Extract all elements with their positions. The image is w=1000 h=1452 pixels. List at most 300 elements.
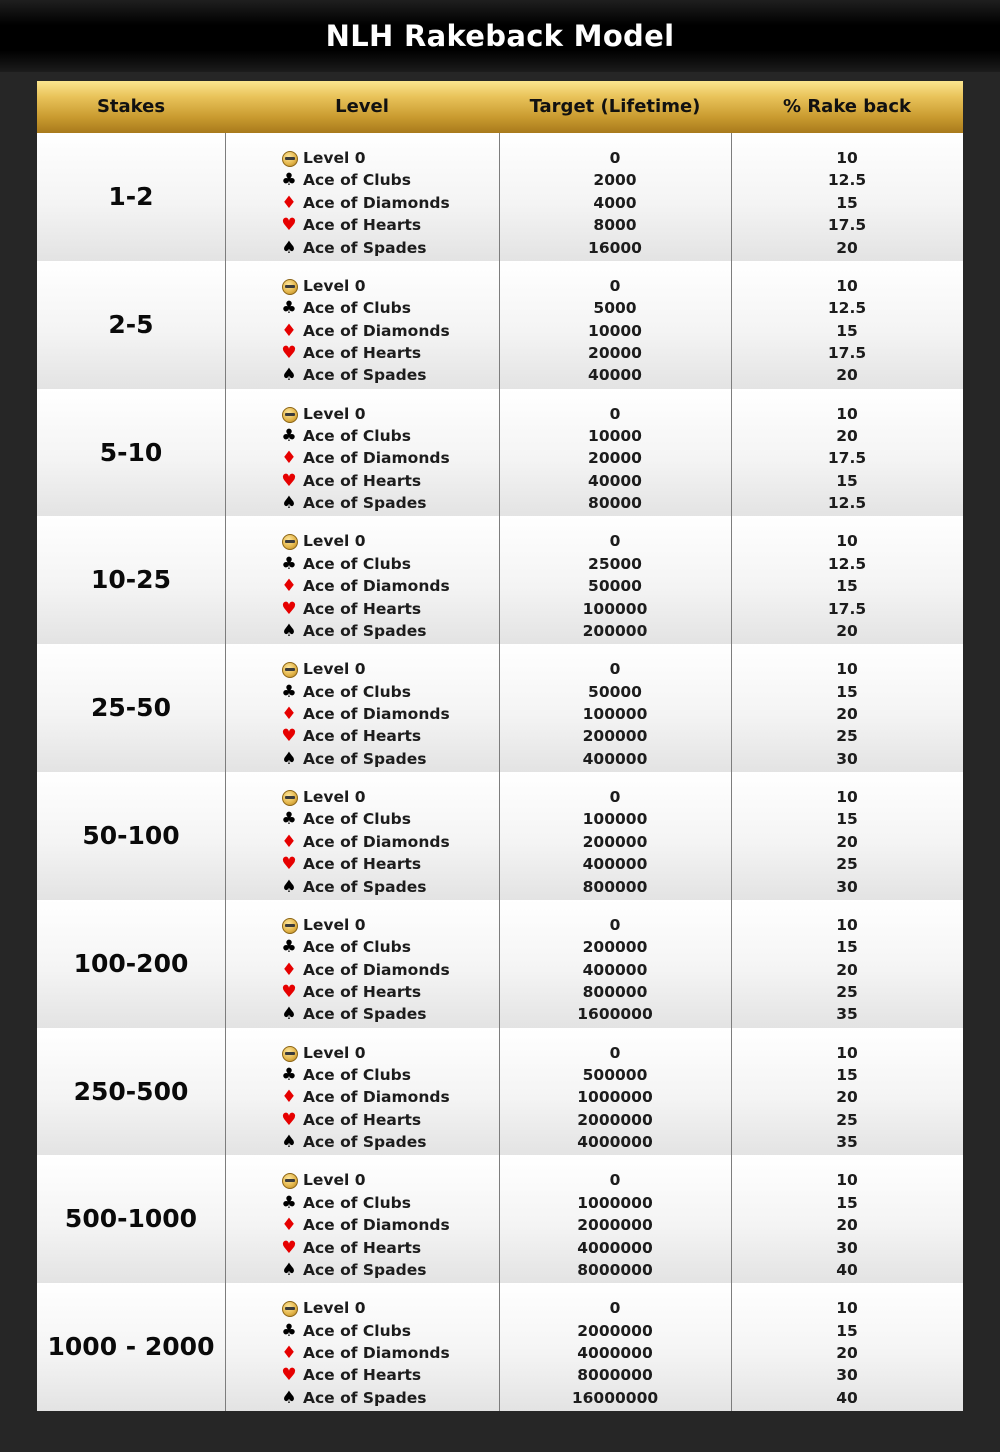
level-item — [280, 748, 499, 770]
rake-list — [731, 530, 963, 642]
level-label: Ace of Spades — [303, 877, 427, 896]
level-item — [280, 1297, 499, 1319]
rake-value: 15 — [836, 682, 858, 701]
rake-value: 20 — [836, 366, 858, 385]
target-value: 200000 — [582, 938, 648, 957]
rake-value: 10 — [836, 149, 858, 167]
level-item — [280, 959, 499, 981]
level-label: Ace of Spades — [303, 1260, 427, 1279]
level-item — [280, 703, 499, 725]
header-target: Target (Lifetime) — [529, 96, 701, 117]
level-item — [280, 725, 499, 747]
target-value: 2000000 — [577, 1110, 653, 1129]
target-value: 20000 — [588, 343, 642, 362]
rake-value: 20 — [836, 621, 858, 640]
rake-value: 10 — [836, 1299, 858, 1318]
heart-icon: ♥ — [281, 342, 297, 363]
club-icon: ♣ — [281, 937, 297, 958]
target-value: 40000 — [588, 366, 642, 385]
table-row — [37, 1155, 963, 1283]
level-label: Ace of Clubs — [303, 682, 411, 701]
rake-value: 40 — [836, 1388, 858, 1407]
diamond-icon: ♦ — [281, 192, 297, 213]
table-row — [37, 389, 963, 517]
target-list — [499, 658, 731, 770]
target-value: 400000 — [582, 855, 648, 874]
rake-value: 17.5 — [827, 216, 867, 235]
target-value: 400000 — [582, 749, 648, 768]
rake-list — [731, 1297, 963, 1409]
spade-icon: ♠ — [281, 1132, 297, 1153]
rake-list — [731, 786, 963, 898]
stakes-cell: 10-25 — [91, 565, 171, 595]
level-list — [280, 658, 499, 770]
level-list — [280, 1169, 499, 1281]
rake-value: 15 — [836, 1193, 858, 1212]
header-stakes: Stakes — [96, 96, 166, 117]
rake-value: 12.5 — [827, 299, 867, 318]
heart-icon: ♥ — [281, 598, 297, 619]
rake-list — [731, 1042, 963, 1154]
target-value: 100000 — [582, 810, 648, 829]
target-value: 200000 — [582, 727, 648, 746]
target-list — [499, 1042, 731, 1154]
level-label: Level 0 — [303, 915, 366, 934]
level-item — [280, 447, 499, 469]
rake-value: 10 — [836, 660, 858, 679]
level-label: Ace of Spades — [303, 366, 427, 385]
rake-value: 17.5 — [827, 343, 867, 362]
level-label: Ace of Clubs — [303, 1065, 411, 1084]
rake-value: 30 — [836, 877, 858, 896]
heart-icon: ♥ — [281, 981, 297, 1002]
level-item — [280, 1259, 499, 1281]
diamond-icon: ♦ — [281, 576, 297, 597]
table-row — [37, 644, 963, 772]
target-value: 8000 — [593, 216, 637, 235]
rake-value: 25 — [836, 855, 858, 874]
level-label: Ace of Hearts — [303, 599, 422, 618]
target-value: 0 — [609, 149, 621, 167]
club-icon: ♣ — [281, 1320, 297, 1341]
level-item — [280, 342, 499, 364]
level-label: Ace of Clubs — [303, 1321, 411, 1340]
club-icon: ♣ — [281, 681, 297, 702]
rake-value: 40 — [836, 1260, 858, 1279]
level-label: Ace of Hearts — [303, 216, 422, 235]
target-value: 4000 — [593, 193, 637, 212]
level-label: Ace of Spades — [303, 494, 427, 513]
stakes-cell: 500-1000 — [64, 1204, 198, 1234]
level-label: Ace of Hearts — [303, 727, 422, 746]
club-icon: ♣ — [281, 425, 297, 446]
rake-value: 15 — [836, 577, 858, 596]
rake-value: 25 — [836, 982, 858, 1001]
rake-value: 10 — [836, 788, 858, 806]
title-bar — [0, 0, 1000, 72]
level-item — [280, 214, 499, 236]
club-icon: ♣ — [281, 298, 297, 319]
club-icon: ♣ — [281, 553, 297, 574]
target-value: 16000000 — [571, 1388, 659, 1407]
rake-value: 15 — [836, 321, 858, 340]
heart-icon: ♥ — [281, 1365, 297, 1386]
level-label: Ace of Hearts — [303, 343, 422, 362]
level-label: Ace of Clubs — [303, 1193, 411, 1212]
header-rake: % Rake back — [783, 96, 911, 117]
level-label: Level 0 — [303, 1043, 366, 1062]
level-item — [280, 598, 499, 620]
level-label: Ace of Clubs — [303, 938, 411, 957]
level-item — [280, 147, 499, 169]
level-label: Ace of Diamonds — [303, 193, 450, 212]
level-item — [280, 914, 499, 936]
rake-value: 10 — [836, 1043, 858, 1062]
rake-value: 10 — [836, 404, 858, 423]
level-item — [280, 1003, 499, 1025]
target-list — [499, 914, 731, 1026]
club-icon: ♣ — [281, 1064, 297, 1085]
rakeback-table — [37, 81, 963, 1411]
heart-icon: ♥ — [281, 1237, 297, 1258]
rake-value: 10 — [836, 915, 858, 934]
spade-icon: ♠ — [281, 876, 297, 897]
level-label: Level 0 — [303, 276, 366, 295]
spade-icon: ♠ — [281, 365, 297, 386]
target-value: 8000000 — [577, 1366, 653, 1385]
rake-value: 20 — [836, 704, 858, 723]
target-value: 10000 — [588, 426, 642, 445]
target-value: 80000 — [588, 494, 642, 513]
level-item — [280, 1131, 499, 1153]
target-value: 0 — [609, 660, 621, 679]
level-item — [280, 425, 499, 447]
stakes-cell: 25-50 — [91, 693, 171, 723]
rake-value: 17.5 — [827, 449, 867, 468]
level-item — [280, 492, 499, 514]
rake-value: 20 — [836, 426, 858, 445]
level-label: Level 0 — [303, 149, 366, 167]
target-value: 50000 — [588, 577, 642, 596]
target-value: 1000000 — [577, 1088, 653, 1107]
coin-icon — [282, 534, 298, 550]
level-item — [280, 658, 499, 680]
stakes-cell: 2-5 — [108, 309, 154, 339]
column-divider — [225, 133, 226, 1411]
stakes-cell: 250-500 — [73, 1076, 189, 1106]
target-value: 10000 — [588, 321, 642, 340]
rake-value: 15 — [836, 810, 858, 829]
rake-value: 15 — [836, 193, 858, 212]
target-list — [499, 147, 731, 259]
target-list — [499, 1297, 731, 1409]
rake-value: 20 — [836, 832, 858, 851]
level-item — [280, 530, 499, 552]
heart-icon: ♥ — [281, 470, 297, 491]
table-row — [37, 772, 963, 900]
target-value: 25000 — [588, 554, 642, 573]
diamond-icon: ♦ — [281, 1215, 297, 1236]
coin-icon — [282, 407, 298, 423]
club-icon: ♣ — [281, 170, 297, 191]
level-list — [280, 1042, 499, 1154]
coin-icon — [282, 918, 298, 934]
stakes-cell: 1-2 — [108, 182, 154, 211]
target-list — [499, 1169, 731, 1281]
level-label: Level 0 — [303, 1171, 366, 1190]
level-list — [280, 403, 499, 515]
target-value: 0 — [609, 788, 621, 806]
rake-value: 12.5 — [827, 494, 867, 513]
rake-value: 20 — [836, 1088, 858, 1107]
target-value: 200000 — [582, 832, 648, 851]
level-list — [280, 147, 499, 259]
target-value: 0 — [609, 915, 621, 934]
column-divider — [731, 133, 732, 1411]
target-value: 2000 — [593, 171, 637, 190]
level-label: Ace of Hearts — [303, 471, 422, 490]
level-label: Ace of Diamonds — [303, 1216, 450, 1235]
target-value: 8000000 — [577, 1260, 653, 1279]
target-value: 500000 — [582, 1065, 648, 1084]
diamond-icon: ♦ — [281, 1342, 297, 1363]
level-list — [280, 786, 499, 898]
level-item — [280, 1042, 499, 1064]
level-item — [280, 1109, 499, 1131]
heart-icon: ♥ — [281, 1109, 297, 1130]
level-item — [280, 297, 499, 319]
level-label: Ace of Diamonds — [303, 449, 450, 468]
target-value: 0 — [609, 1171, 621, 1190]
level-label: Ace of Diamonds — [303, 832, 450, 851]
target-value: 200000 — [582, 621, 648, 640]
rake-value: 10 — [836, 1171, 858, 1190]
level-label: Ace of Hearts — [303, 855, 422, 874]
spade-icon: ♠ — [281, 493, 297, 514]
level-label: Ace of Hearts — [303, 1366, 422, 1385]
club-icon: ♣ — [281, 1192, 297, 1213]
rake-value: 10 — [836, 276, 858, 295]
target-value: 800000 — [582, 877, 648, 896]
rake-value: 30 — [836, 1238, 858, 1257]
table-row — [37, 900, 963, 1028]
rake-value: 15 — [836, 938, 858, 957]
target-value: 100000 — [582, 599, 648, 618]
page-title: NLH Rakeback Model — [325, 19, 675, 53]
level-item — [280, 1387, 499, 1409]
level-label: Level 0 — [303, 660, 366, 679]
level-item — [280, 1192, 499, 1214]
target-value: 4000000 — [577, 1238, 653, 1257]
level-item — [280, 364, 499, 386]
rake-list — [731, 658, 963, 770]
level-label: Ace of Clubs — [303, 554, 411, 573]
coin-icon — [282, 662, 298, 678]
level-list — [280, 275, 499, 387]
diamond-icon: ♦ — [281, 959, 297, 980]
level-label: Ace of Hearts — [303, 1110, 422, 1129]
level-item — [280, 470, 499, 492]
diamond-icon: ♦ — [281, 320, 297, 341]
spade-icon: ♠ — [281, 620, 297, 641]
rake-value: 15 — [836, 471, 858, 490]
target-list — [499, 403, 731, 515]
target-value: 50000 — [588, 682, 642, 701]
target-value: 1600000 — [577, 1005, 653, 1024]
rake-value: 20 — [836, 960, 858, 979]
target-value: 2000000 — [577, 1216, 653, 1235]
level-item — [280, 786, 499, 808]
level-label: Ace of Hearts — [303, 982, 422, 1001]
target-value: 5000 — [593, 299, 637, 318]
level-item — [280, 553, 499, 575]
level-label: Level 0 — [303, 532, 366, 551]
level-item — [280, 831, 499, 853]
rake-list — [731, 914, 963, 1026]
coin-icon — [282, 1173, 298, 1189]
level-label: Level 0 — [303, 404, 366, 423]
coin-icon — [282, 790, 298, 806]
diamond-icon: ♦ — [281, 448, 297, 469]
target-value: 1000000 — [577, 1193, 653, 1212]
target-value: 40000 — [588, 471, 642, 490]
level-item — [280, 1214, 499, 1236]
level-item — [280, 1064, 499, 1086]
table-row — [37, 516, 963, 644]
table-row — [37, 133, 963, 261]
rake-value: 20 — [836, 238, 858, 257]
level-label: Ace of Diamonds — [303, 704, 450, 723]
club-icon: ♣ — [281, 809, 297, 830]
level-item — [280, 169, 499, 191]
target-value: 0 — [609, 1043, 621, 1062]
rake-list — [731, 275, 963, 387]
level-item — [280, 853, 499, 875]
table-body — [37, 133, 963, 1411]
table-row — [37, 261, 963, 389]
target-value: 20000 — [588, 449, 642, 468]
table-row — [37, 1028, 963, 1156]
rake-value: 25 — [836, 1110, 858, 1129]
rake-value: 30 — [836, 749, 858, 768]
rake-value: 17.5 — [827, 599, 867, 618]
level-label: Ace of Clubs — [303, 299, 411, 318]
target-value: 100000 — [582, 704, 648, 723]
level-label: Ace of Clubs — [303, 171, 411, 190]
level-label: Ace of Spades — [303, 238, 427, 257]
rake-value: 20 — [836, 1216, 858, 1235]
rake-value: 35 — [836, 1005, 858, 1024]
level-label: Ace of Diamonds — [303, 960, 450, 979]
spade-icon: ♠ — [281, 237, 297, 258]
rake-value: 30 — [836, 1366, 858, 1385]
target-value: 400000 — [582, 960, 648, 979]
column-divider — [499, 133, 500, 1411]
coin-icon — [282, 151, 298, 167]
level-item — [280, 1086, 499, 1108]
stakes-cell: 50-100 — [82, 821, 180, 850]
diamond-icon: ♦ — [281, 831, 297, 852]
level-item — [280, 275, 499, 297]
target-value: 0 — [609, 276, 621, 295]
rake-value: 35 — [836, 1133, 858, 1152]
target-value: 2000000 — [577, 1321, 653, 1340]
level-label: Level 0 — [303, 788, 366, 806]
level-item — [280, 808, 499, 830]
level-item — [280, 681, 499, 703]
target-value: 800000 — [582, 982, 648, 1001]
diamond-icon: ♦ — [281, 1087, 297, 1108]
level-item — [280, 237, 499, 259]
table-row — [37, 1283, 963, 1411]
target-value: 4000000 — [577, 1343, 653, 1362]
level-item — [280, 620, 499, 642]
heart-icon: ♥ — [281, 215, 297, 236]
level-item — [280, 320, 499, 342]
level-item — [280, 575, 499, 597]
level-item — [280, 936, 499, 958]
target-list — [499, 530, 731, 642]
level-list — [280, 914, 499, 1026]
target-value: 0 — [609, 404, 621, 423]
rake-value: 20 — [836, 1343, 858, 1362]
level-label: Ace of Spades — [303, 621, 427, 640]
level-label: Ace of Spades — [303, 749, 427, 768]
rake-value: 12.5 — [827, 554, 867, 573]
coin-icon — [282, 1046, 298, 1062]
diamond-icon: ♦ — [281, 703, 297, 724]
spade-icon: ♠ — [281, 1259, 297, 1280]
rake-list — [731, 403, 963, 515]
target-value: 0 — [609, 1299, 621, 1318]
rake-value: 10 — [836, 532, 858, 551]
level-label: Ace of Diamonds — [303, 1088, 450, 1107]
level-label: Ace of Diamonds — [303, 321, 450, 340]
level-item — [280, 1169, 499, 1191]
level-label: Ace of Spades — [303, 1133, 427, 1152]
level-list — [280, 530, 499, 642]
level-item — [280, 876, 499, 898]
level-label: Ace of Spades — [303, 1005, 427, 1024]
spade-icon: ♠ — [281, 1004, 297, 1025]
rake-list — [731, 147, 963, 259]
stakes-cell: 5-10 — [99, 437, 163, 467]
target-list — [499, 275, 731, 387]
stakes-cell: 100-200 — [73, 948, 189, 978]
target-list — [499, 786, 731, 898]
level-list — [280, 1297, 499, 1409]
spade-icon: ♠ — [281, 1387, 297, 1408]
target-value: 0 — [609, 532, 621, 551]
stakes-cell: 1000 - 2000 — [47, 1332, 215, 1362]
level-item — [280, 192, 499, 214]
header-level: Level — [335, 96, 389, 117]
table-header — [37, 81, 963, 133]
rake-list — [731, 1169, 963, 1281]
coin-icon — [282, 1301, 298, 1317]
level-label: Ace of Diamonds — [303, 577, 450, 596]
rake-value: 12.5 — [827, 171, 867, 190]
level-item — [280, 981, 499, 1003]
level-label: Ace of Spades — [303, 1388, 427, 1407]
level-item — [280, 1364, 499, 1386]
level-label: Level 0 — [303, 1299, 366, 1318]
level-item — [280, 1342, 499, 1364]
level-label: Ace of Clubs — [303, 426, 411, 445]
level-item — [280, 1320, 499, 1342]
level-label: Ace of Diamonds — [303, 1343, 450, 1362]
level-item — [280, 403, 499, 425]
